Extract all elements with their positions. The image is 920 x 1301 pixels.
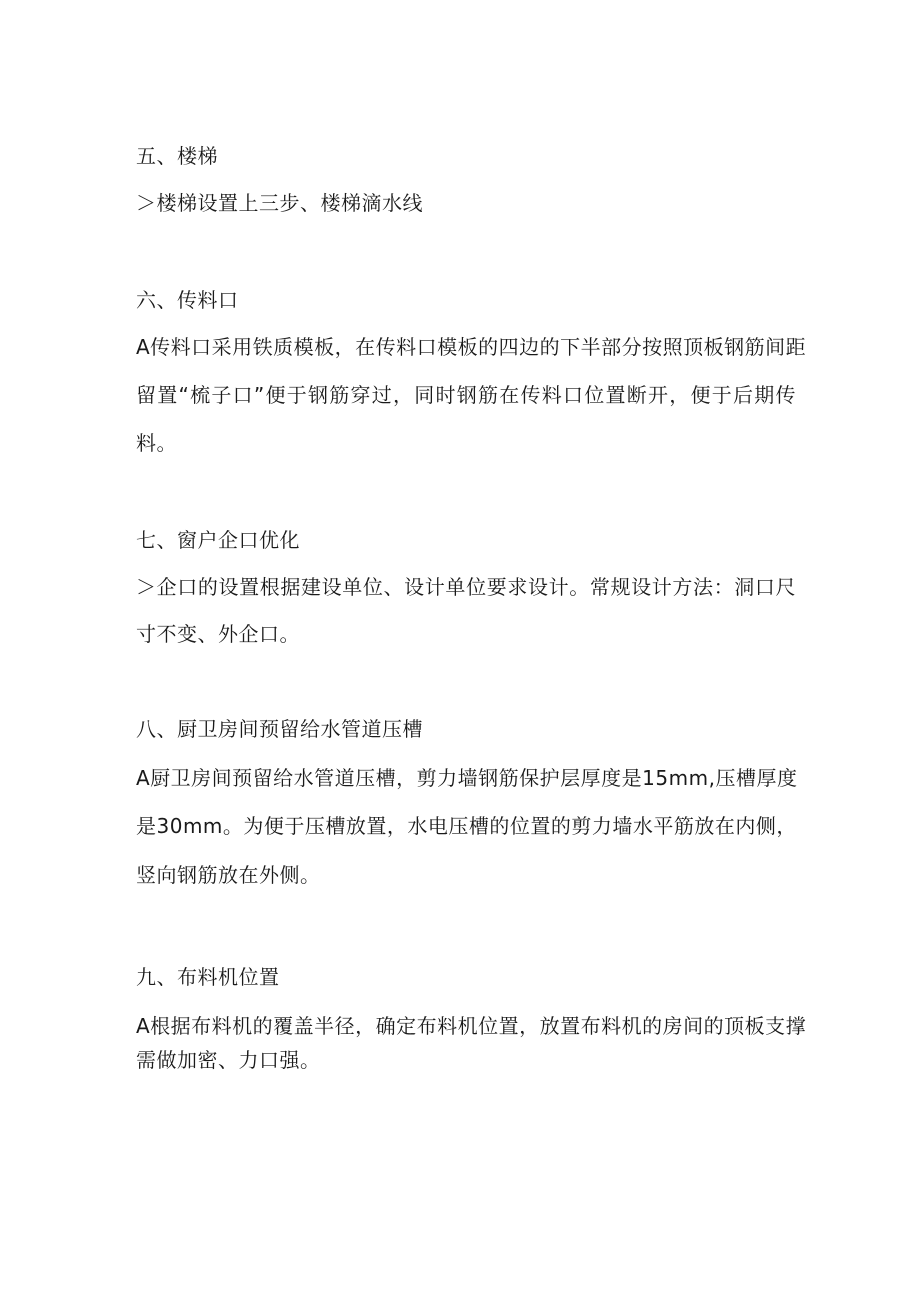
section-7-heading: 七、窗户企口优化: [136, 528, 300, 552]
section-5-heading: 五、楼梯: [136, 144, 218, 168]
section-8-line-3: 竖向钢筋放在外侧。: [136, 863, 321, 887]
section-7-line-2: 寸不变、外企口。: [136, 622, 300, 646]
section-8-line-2: 是30mm。为便于压槽放置，水电压槽的位置的剪力墙水平筋放在内侧，: [136, 814, 797, 838]
section-7-line-1: ＞企口的设置根据建设单位、设计单位要求设计。常规设计方法：洞口尺: [136, 575, 796, 599]
section-9-heading: 九、布料机位置: [136, 965, 280, 989]
section-6-line-3: 料。: [136, 431, 177, 455]
section-6-line-1: A传料口采用铁质模板，在传料口模板的四边的下半部分按照顶板钢筋间距: [136, 335, 807, 359]
section-8-heading: 八、厨卫房间预留给水管道压槽: [136, 717, 423, 741]
section-9-line-2: 需做加密、力口强。: [136, 1048, 321, 1072]
section-9-line-1: A根据布料机的覆盖半径，确定布料机位置，放置布料机的房间的顶板支撑: [136, 1014, 807, 1038]
section-6-line-2: 留置“梳子口”便于钢筋穿过，同时钢筋在传料口位置断开，便于后期传: [136, 383, 796, 407]
section-8-line-1: A厨卫房间预留给水管道压槽，剪力墙钢筋保护层厚度是15mm,压槽厚度: [136, 766, 798, 790]
section-6-heading: 六、传料口: [136, 288, 239, 312]
section-5-line-1: ＞楼梯设置上三步、楼梯滴水线: [136, 191, 423, 215]
